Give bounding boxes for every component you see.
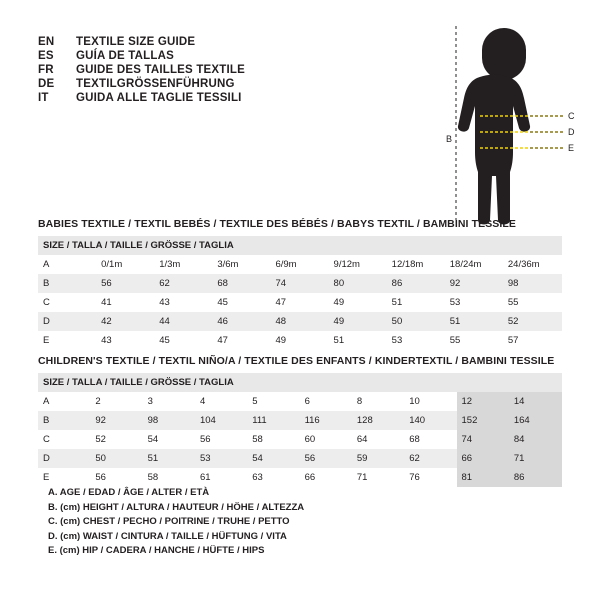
cell: 152 <box>457 411 509 430</box>
cell: 50 <box>387 312 445 331</box>
cell: 52 <box>95 434 106 445</box>
language-title: GUÍA DE TALLAS <box>76 50 174 62</box>
table-row <box>38 312 562 331</box>
cell: 12 <box>457 392 509 411</box>
cell: 45 <box>217 297 228 308</box>
cell: 66 <box>457 449 509 468</box>
cell: 57 <box>507 335 519 346</box>
cell: 8 <box>356 396 363 407</box>
cell: 51 <box>445 312 503 331</box>
cell: 9/12m <box>333 259 360 270</box>
cell: 46 <box>212 312 270 331</box>
cell: 24/36m <box>507 259 540 270</box>
cell: 49 <box>275 335 287 346</box>
children-table-title: CHILDREN'S TEXTILE / TEXTIL NIÑO/A / TEXTILE DES ENFANTS / KINDERTEXTIL / BAMBINI TESSILE <box>38 355 555 367</box>
figure-label-e: E <box>568 143 575 153</box>
measurement-legend <box>48 486 448 559</box>
figure-label-d: D <box>568 127 575 137</box>
cell: 52 <box>503 312 562 331</box>
cell: 68 <box>212 274 270 293</box>
cell: 6/9m <box>275 259 297 270</box>
row-label: A <box>43 396 50 407</box>
row-label: C <box>43 434 50 445</box>
cell: 44 <box>154 312 212 331</box>
language-code: EN <box>38 36 55 48</box>
cell: 68 <box>409 434 420 445</box>
cell: 84 <box>509 430 562 449</box>
cell: 54 <box>147 434 159 445</box>
cell: 53 <box>391 335 403 346</box>
child-silhouette-icon <box>420 20 590 225</box>
legend-item-e: E. (cm) HIP / CADERA / HANCHE / HÜFTE / HIPS <box>48 545 265 557</box>
table-row <box>38 255 562 274</box>
cell: 98 <box>143 411 195 430</box>
language-title: TEXTILE SIZE GUIDE <box>76 36 196 48</box>
cell: 56 <box>199 434 211 445</box>
cell: 111 <box>247 411 299 430</box>
cell: 86 <box>509 468 562 487</box>
legend-item-d: D. (cm) WAIST / CINTURA / TAILLE / HÜFTUNG / VITA <box>48 530 287 542</box>
cell: 12/18m <box>391 259 424 270</box>
cell: 56 <box>96 274 154 293</box>
language-row <box>38 50 368 62</box>
language-code: DE <box>38 78 55 90</box>
row-label: C <box>43 297 50 308</box>
cell: 58 <box>147 472 159 483</box>
cell: 3/6m <box>217 259 239 270</box>
cell: 66 <box>304 472 316 483</box>
language-code: FR <box>38 64 54 76</box>
legend-item-a: A. AGE / EDAD / ÂGE / ALTER / ETÀ <box>48 487 210 498</box>
row-label: D <box>38 449 90 468</box>
babies-table-section <box>38 218 562 350</box>
cell: 51 <box>143 449 195 468</box>
cell: 98 <box>503 274 562 293</box>
cell: 4 <box>199 396 206 407</box>
cell: 49 <box>333 297 345 308</box>
figure-label-b: B <box>446 134 453 144</box>
cell: 6 <box>304 396 310 407</box>
cell: 56 <box>300 449 352 468</box>
row-label: E <box>43 472 50 483</box>
table-header-row <box>38 236 562 255</box>
children-size-table <box>38 373 562 487</box>
body-measurement-figure <box>420 20 590 220</box>
cell: 51 <box>391 297 403 308</box>
language-title: GUIDE DES TAILLES TEXTILE <box>76 64 245 76</box>
row-label: E <box>43 335 50 346</box>
babies-size-table <box>38 236 562 350</box>
table-header-row <box>38 373 562 392</box>
cell: 51 <box>333 335 345 346</box>
cell: 47 <box>275 297 287 308</box>
cell: 104 <box>195 411 247 430</box>
cell: 42 <box>96 312 154 331</box>
babies-header-label: SIZE / TALLA / TAILLE / GRÖSSE / TAGLIA <box>38 236 562 255</box>
language-code: IT <box>38 92 49 104</box>
cell: 92 <box>90 411 142 430</box>
table-row <box>38 449 562 468</box>
cell: 116 <box>300 411 352 430</box>
language-row <box>38 78 368 90</box>
cell: 54 <box>247 449 299 468</box>
cell: 128 <box>352 411 404 430</box>
row-label: B <box>38 274 96 293</box>
cell: 59 <box>352 449 404 468</box>
cell: 53 <box>195 449 247 468</box>
table-row <box>38 293 562 312</box>
cell: 45 <box>159 335 170 346</box>
babies-table-title: BABIES TEXTILE / TEXTIL BEBÉS / TEXTILE DES BÉBÉS / BABYS TEXTIL / BAMBINI TESSILE <box>38 218 517 230</box>
table-row <box>38 430 562 449</box>
cell: 55 <box>449 335 461 346</box>
cell: 140 <box>404 411 456 430</box>
cell: 71 <box>356 472 368 483</box>
cell: 58 <box>252 434 263 445</box>
cell: 55 <box>507 297 519 308</box>
cell: 53 <box>449 297 461 308</box>
table-row <box>38 331 562 350</box>
cell: 50 <box>90 449 142 468</box>
cell: 76 <box>409 472 420 483</box>
cell: 10 <box>409 396 420 407</box>
cell: 5 <box>252 396 258 407</box>
cell: 74 <box>457 430 509 449</box>
legend-item-b: B. (cm) HEIGHT / ALTURA / HAUTEUR / HÖHE / ALTEZZA <box>48 501 305 513</box>
cell: 64 <box>356 434 368 445</box>
cell: 61 <box>199 472 211 483</box>
cell: 49 <box>329 312 387 331</box>
language-row <box>38 92 368 104</box>
figure-label-c: C <box>568 111 575 121</box>
table-row <box>38 392 562 411</box>
row-label: B <box>38 411 90 430</box>
children-header-label: SIZE / TALLA / TAILLE / GRÖSSE / TAGLIA <box>38 373 562 392</box>
cell: 48 <box>270 312 328 331</box>
table-row <box>38 468 562 487</box>
cell: 0/1m <box>101 259 123 270</box>
language-title: GUIDA ALLE TAGLIE TESSILI <box>76 92 242 104</box>
row-label: D <box>38 312 96 331</box>
cell: 43 <box>101 335 112 346</box>
cell: 80 <box>329 274 387 293</box>
cell: 86 <box>387 274 445 293</box>
cell: 81 <box>457 468 509 487</box>
cell: 41 <box>101 297 112 308</box>
cell: 164 <box>509 411 562 430</box>
language-title: TEXTILGRÖSSENFÜHRUNG <box>76 78 235 90</box>
cell: 71 <box>509 449 562 468</box>
children-table-section <box>38 355 562 487</box>
cell: 43 <box>159 297 170 308</box>
language-row <box>38 36 368 48</box>
cell: 18/24m <box>449 259 482 270</box>
cell: 14 <box>509 392 562 411</box>
cell: 74 <box>270 274 328 293</box>
row-label: A <box>43 259 50 270</box>
cell: 56 <box>95 472 106 483</box>
header-language-list <box>38 36 368 106</box>
cell: 62 <box>404 449 456 468</box>
cell: 3 <box>147 396 153 407</box>
cell: 2 <box>95 396 101 407</box>
cell: 47 <box>217 335 228 346</box>
language-code: ES <box>38 50 54 62</box>
cell: 1/3m <box>159 259 181 270</box>
cell: 62 <box>154 274 212 293</box>
cell: 63 <box>252 472 263 483</box>
table-row <box>38 411 562 430</box>
cell: 92 <box>445 274 503 293</box>
table-row <box>38 274 562 293</box>
cell: 60 <box>304 434 316 445</box>
legend-item-c: C. (cm) CHEST / PECHO / POITRINE / TRUHE / PETTO <box>48 516 290 528</box>
language-row <box>38 64 368 76</box>
